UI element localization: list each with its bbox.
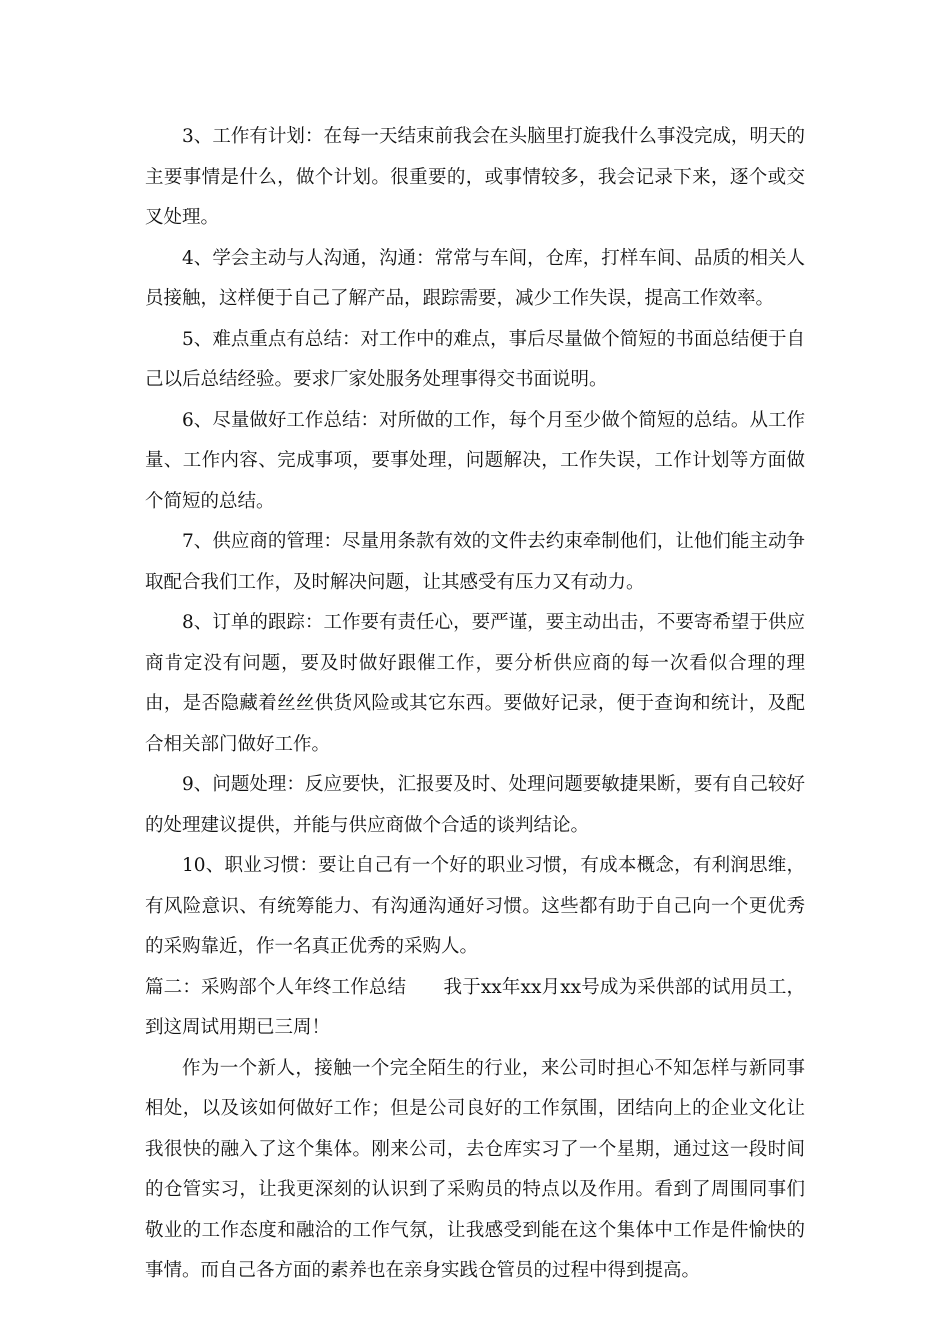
paragraph-8-order-tracking: 8、订单的跟踪：工作要有责任心，要严谨，要主动出击，不要寄希望于供应商肯定没有问题，要及时做好跟催工作，要分析供应商的每一次看似合理的理由，是否隐藏着丝丝供货风险或其它东西。要做好记录，便于查询和统计，及配合相关部门做好工作。 <box>145 612 805 755</box>
document-body <box>145 117 805 1292</box>
paragraph-5-summary-difficulties: 5、难点重点有总结：对工作中的难点，事后尽量做个简短的书面总结便于自己以后总结经验。要求厂家处服务处理事得交书面说明。 <box>145 328 805 390</box>
section-two-heading: 篇二：采购部个人年终工作总结 我于xx年xx月xx号成为采供部的试用员工，到这周试用期已三周！ <box>145 976 805 1038</box>
paragraph-7-supplier-management: 7、供应商的管理：尽量用条款有效的文件去约束牵制他们，让他们能主动争取配合我们工作，及时解决问题，让其感受有压力又有动力。 <box>145 531 805 593</box>
paragraph-newcomer-experience: 作为一个新人，接触一个完全陌生的行业，来公司时担心不知怎样与新同事相处，以及该如何做好工作；但是公司良好的工作氛围，团结向上的企业文化让我很快的融入了这个集体。刚来公司，去仓库实习了一个星期，通过这一段时间的仓管实习，让我更深刻的认识到了采购员的特点以及作用。看到了周围同事们敬业的工作态度和融洽的工作气氛，让我感受到能在这个集体中工作是件愉快的事情。而自己各方面的素养也在亲身实践仓管员的过程中得到提高。 <box>145 1057 805 1281</box>
paragraph-10-professional-habits: 10、职业习惯：要让自己有一个好的职业习惯，有成本概念，有利润思维，有风险意识、有统筹能力、有沟通沟通好习惯。这些都有助于自己向一个更优秀的采购靠近，作一名真正优秀的采购人。 <box>145 855 805 957</box>
paragraph-6-work-summary: 6、尽量做好工作总结：对所做的工作，每个月至少做个简短的总结。从工作量、工作内容、完成事项，要事处理，问题解决，工作失误，工作计划等方面做个简短的总结。 <box>145 409 805 512</box>
paragraph-9-problem-handling: 9、问题处理：反应要快，汇报要及时、处理问题要敏捷果断，要有自己较好的处理建议提供，并能与供应商做个合适的谈判结论。 <box>145 774 805 836</box>
paragraph-4-communication: 4、学会主动与人沟通，沟通：常常与车间，仓库，打样车间、品质的相关人员接触，这样便于自己了解产品，跟踪需要，减少工作失误，提高工作效率。 <box>145 247 805 309</box>
paragraph-3-plan: 3、工作有计划：在每一天结束前我会在头脑里打旋我什么事没完成，明天的主要事情是什么，做个计划。很重要的，或事情较多，我会记录下来，逐个或交叉处理。 <box>145 126 805 228</box>
